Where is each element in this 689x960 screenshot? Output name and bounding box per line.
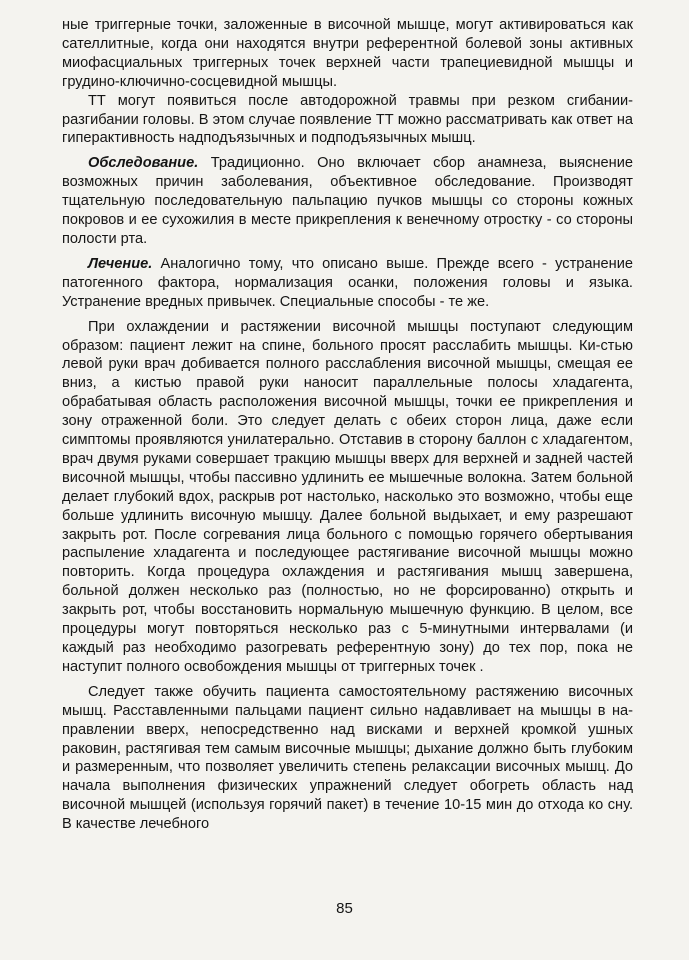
- paragraph-cooling-stretching: [62, 318, 633, 677]
- paragraph-continuation: [62, 16, 633, 92]
- paragraph-text: ные триггерные точки, заложенные в височной мышце, могут активироваться как сателлитные, когда они находятся внутри референтной болевой зоны активных миофасциальных триггерных точек верхней части трапециевидной мышцы и грудино-ключично-сосцевидной мышцы.: [62, 17, 633, 90]
- paragraph-examination: [62, 154, 633, 249]
- paragraph-text: ТТ могут появиться после автодорожной травмы при резком сгибании-разгибании головы. В этом случае появление ТТ можно рассматривать как ответ на гиперактивность надподъязычных и подподъязычных мышц.: [62, 92, 633, 147]
- paragraph-text: Традиционно. Оно включает сбор анамнеза, выяснение возможных причин заболевания, объективное обследование. Производят тщательную последовательную пальпацию пучков мышцы со стороны кожных покровов и ее сухожилия в месте прикрепления к венечному отростку - со стороны полости рта.: [62, 155, 633, 247]
- paragraph-text: Аналогично тому, что описано выше. Прежде всего - устранение патогенного фактора, нормализация осанки, положения головы и языка. Устранение вредных привычек. Специальные способы - те же.: [62, 255, 633, 310]
- paragraph-self-stretching: [62, 683, 633, 834]
- paragraph-text: При охлаждении и растяжении височной мышцы поступают следующим образом: пациент лежит на спине, больного просят расслабить мышцы. Ки-стью левой руки врач добивается полного расслабления височной мышцы, смещая ее вниз, а кистью правой руки наносит параллельные полосы хладагента, обрабатывая область расположения височной мышцы, точки ее прикрепления и зону отраженной боли. Это следует делать с обеих сторон лица, даже если симптомы проявляются унилатерально. Отставив в сторону баллон с хладагентом, врач двумя руками совершает тракцию мышцы вверх для верхней и задней частей височной мышцы, чтобы пассивно удлинить ее мышечные волокна. Затем больной делает глубокий вдох, раскрыв рот настолько, насколько это возможно, чтобы еще больше удлинить височную мышцу. Далее больной выдыхает, и ему разрешают закрыть рот. После согревания лица больного с помощью горячего обертывания распыление хладагента и последующее растягивание височной мышцы можно повторить. Когда процедура охлаждения и растягивания мышц завершена, больной должен несколько раз (полностью, но не форсированно) открыть и закрыть рот, чтобы восстановить нормальную мышечную функцию. В целом, все процедуры могут повторяться несколько раз с 5-минутными интервалами (и каждый раз необходимо разогревать референтную зону) до тех пор, пока не наступит полного освобождения мышцы от триггерных точек .: [62, 318, 633, 675]
- examination-heading: Обследование.: [88, 155, 199, 172]
- paragraph-tt-trauma: [62, 92, 633, 149]
- page-number: 85: [336, 900, 353, 917]
- paragraph-treatment: [62, 255, 633, 312]
- treatment-heading: Лечение.: [88, 255, 153, 272]
- paragraph-text: Следует также обучить пациента самостоятельному растяжению височных мышц. Расставленными пальцами пациент сильно надавливает на мышцы в на-правлении вверх, непосредственно над висками и верхней кромкой ушных раковин, растягивая тем самым височные мышцы; дыхание должно быть глубоким и размеренным, что позволяет увеличить степень релаксации височных мышц. До начала выполнения физических упражнений следует обогреть область над височной мышцей (используя горячий пакет) в течение 10-15 мин до отхода ко сну. В качестве лечебного: [62, 683, 633, 833]
